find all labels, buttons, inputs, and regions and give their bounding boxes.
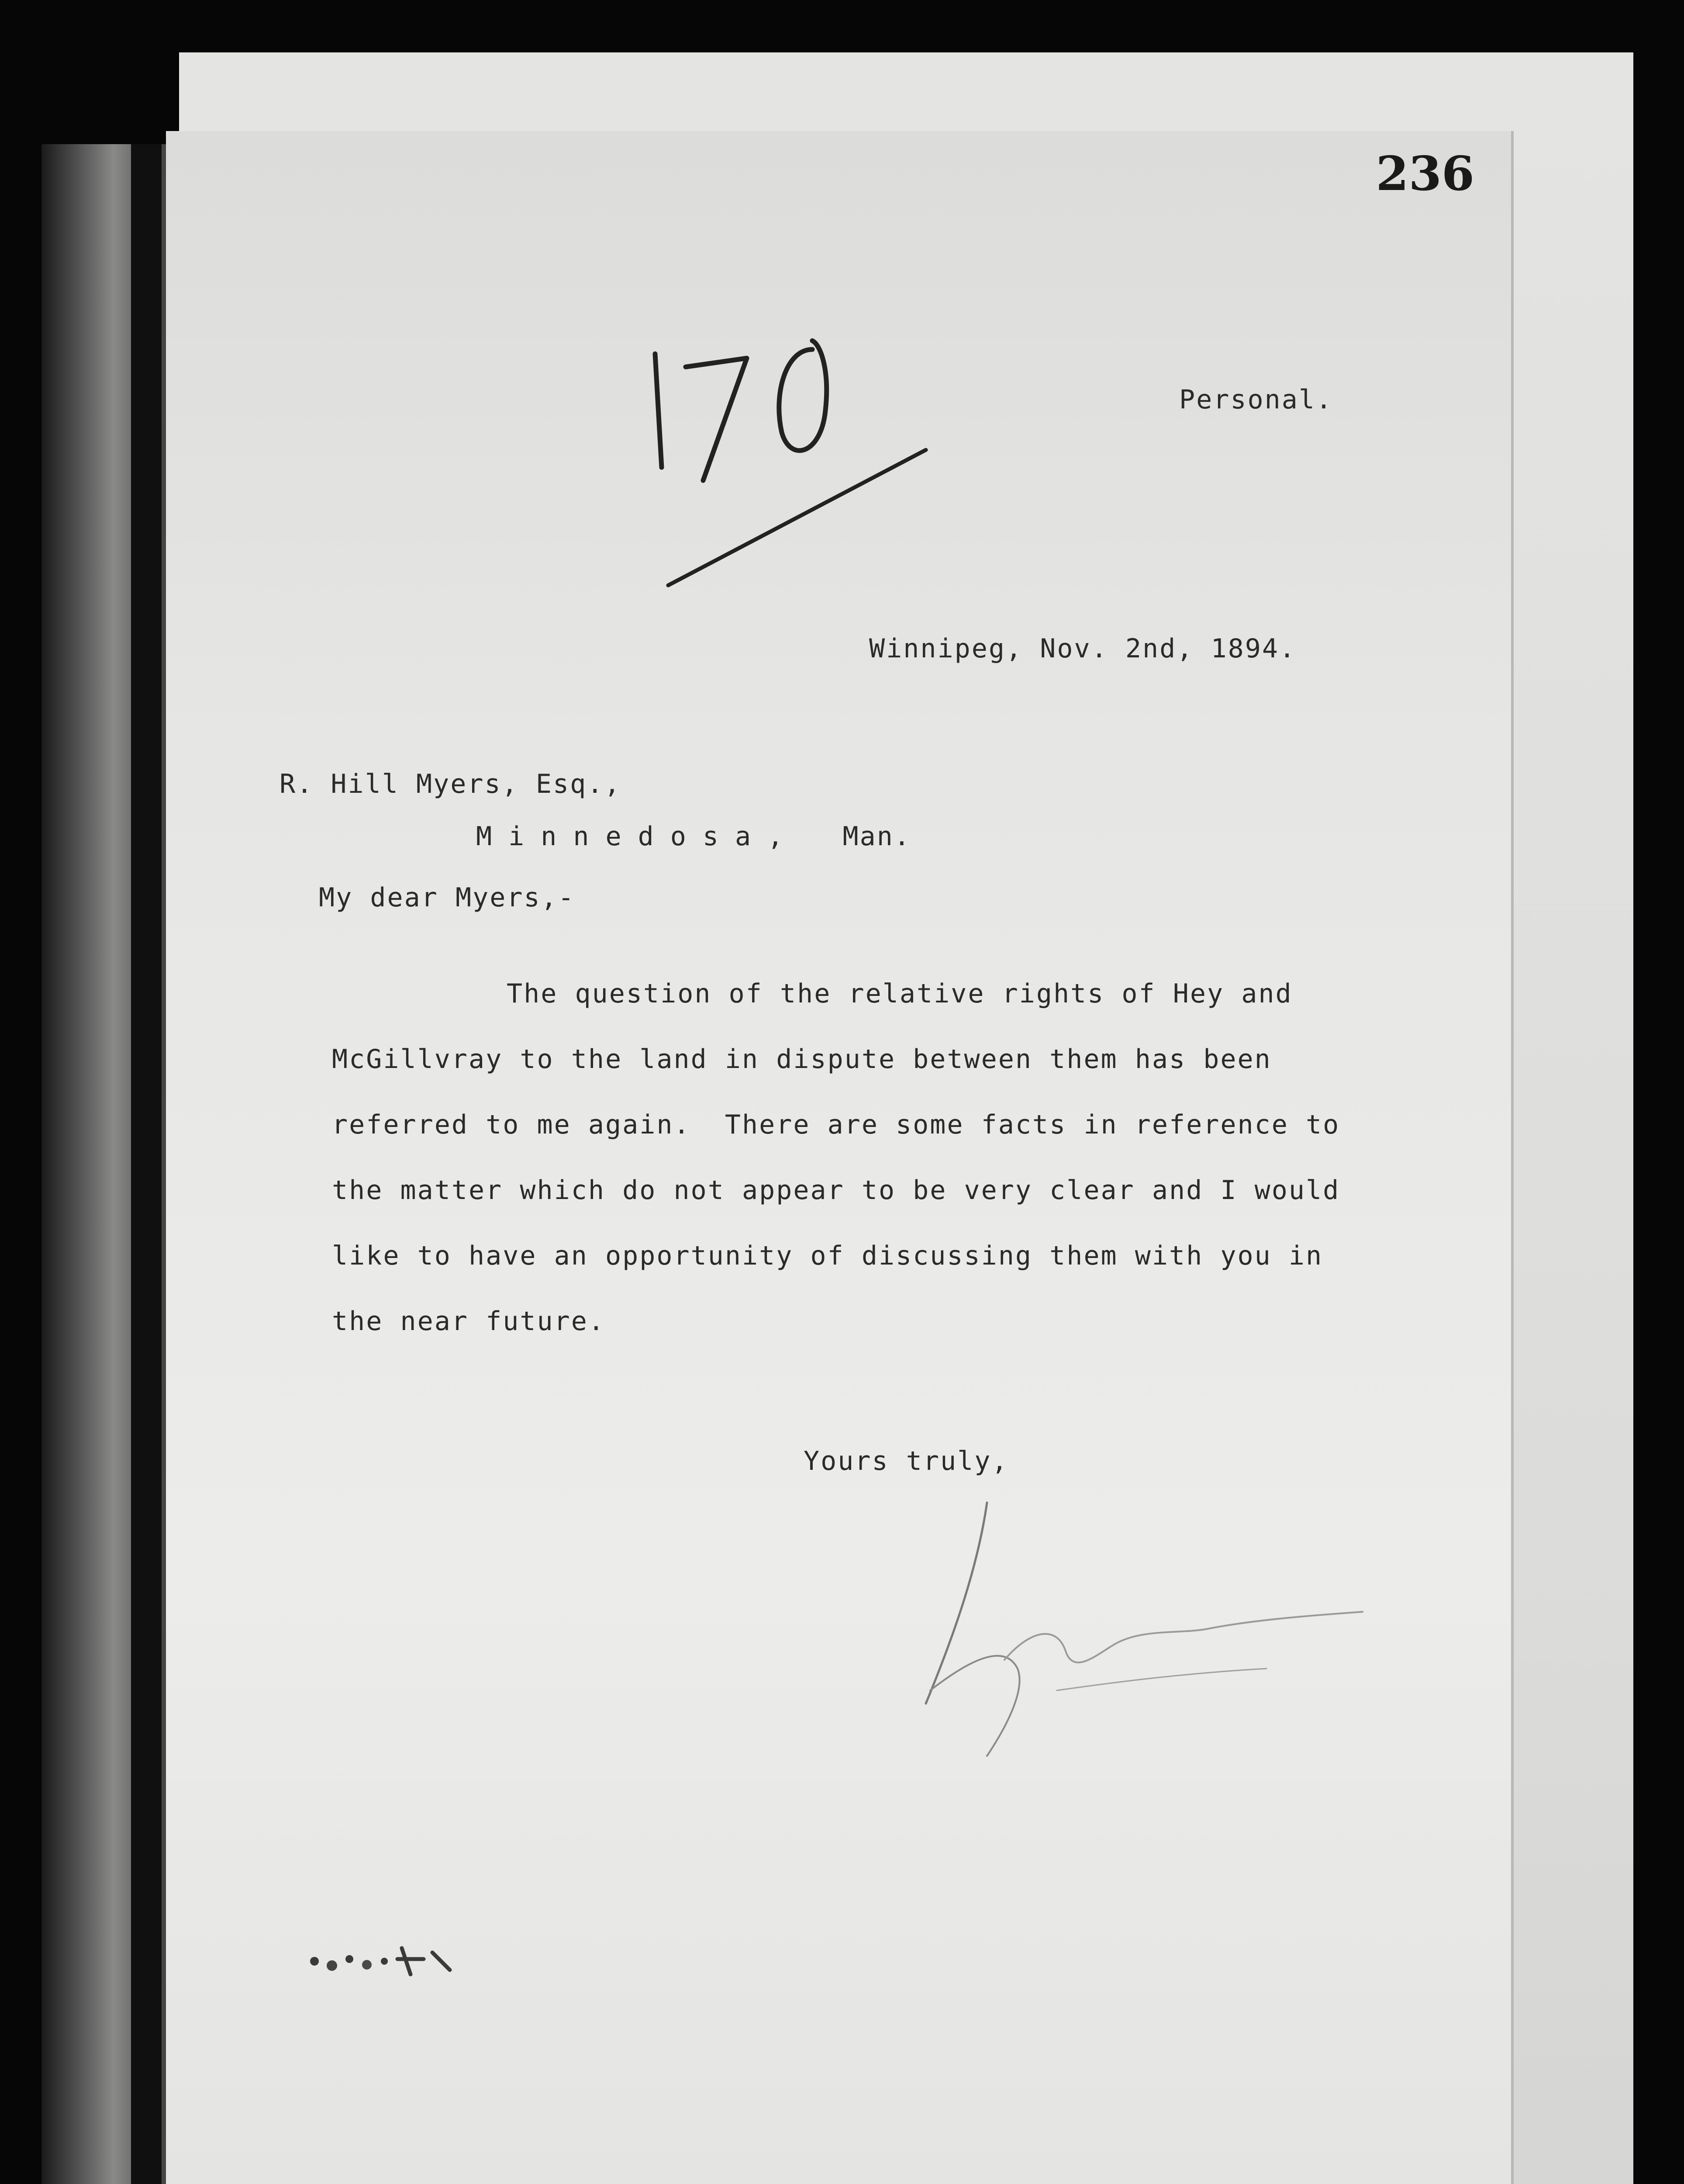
- body-line: the matter which do not appear to be very clear and I would: [332, 1175, 1340, 1206]
- handwritten-signature: [873, 1485, 1441, 1773]
- personal-label: Personal.: [1179, 384, 1333, 415]
- body-line: McGillvray to the land in dispute between them has been: [332, 1044, 1272, 1075]
- closing: Yours truly,: [804, 1446, 1009, 1476]
- addressee: R. Hill Myers, Esq.,: [280, 769, 621, 799]
- address-line: [476, 821, 911, 852]
- body-line: the near future.: [332, 1306, 605, 1337]
- body-line: like to have an opportunity of discussing them with you in: [332, 1241, 1323, 1271]
- handwritten-folio-number: [629, 323, 943, 594]
- binding-shadow: [131, 144, 162, 2184]
- address-province: Man.: [842, 821, 911, 852]
- salutation: My dear Myers,-: [319, 882, 575, 913]
- ink-smudge: [301, 1935, 467, 1983]
- body-line: The question of the relative rights of Hey and: [507, 978, 1293, 1009]
- letter-body: [332, 961, 1345, 1354]
- page-number: 236: [1376, 146, 1474, 201]
- address-city: Minnedosa,: [476, 821, 800, 852]
- dateline: Winnipeg, Nov. 2nd, 1894.: [869, 633, 1297, 664]
- body-line: referred to me again. There are some facts in reference to: [332, 1109, 1340, 1140]
